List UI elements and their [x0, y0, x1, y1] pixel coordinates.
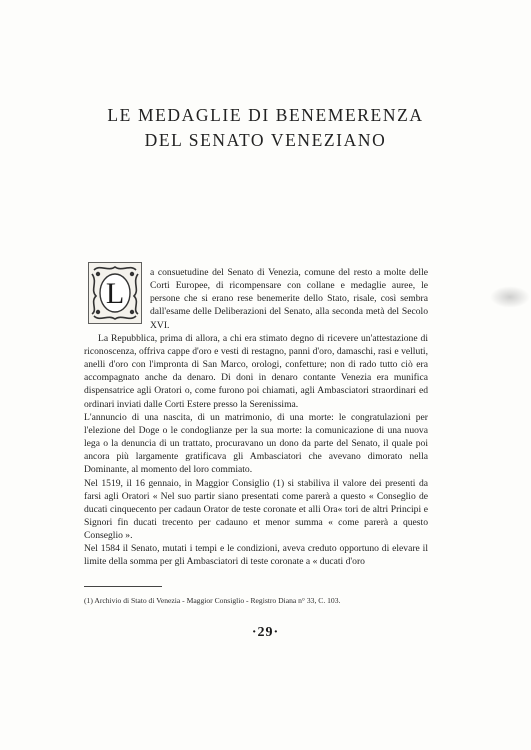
paragraph-5: Nel 1584 il Senato, mutati i tempi e le condizioni, aveva creduto opportuno di elevare il limite della somma per gli Ambasciatori di teste coronate a « ducati d'oro	[84, 543, 428, 568]
page-number: ·29·	[251, 625, 280, 640]
scan-smudge	[490, 286, 530, 308]
paragraph-1: a consuetudine del Senato di Venezia, comune del resto a molte delle Corti Europee, di ricompensare con collane e medaglie auree, le persone che si erano rese benemerite dello Stato, risale, così sembra dall'esame delle Deliberazioni del Senato, alla seconda metà del Secolo XVI.	[150, 267, 428, 331]
page-title-line-1: LE MEDAGLIE DI BENEMERENZA	[107, 105, 424, 125]
paragraph-4: Nel 1519, il 16 gennaio, in Maggior Consiglio (1) si stabiliva il valore dei presenti da farsi agli Oratori « Nel suo partir siano presentati come parerà a questo « Conseglio de ducati cinquecento per cadaun Orator de teste coronate et alli Ora« tori de altri Principi e Signori fin ducati trecento per cadauno et menor summa « come parerà a questo Conseglio ».	[84, 477, 428, 542]
paragraph-3: L'annuncio di una nascita, di un matrimonio, di una morte: le congratulazioni per l'elezione del Doge o le condoglianze per la sua morte: la comunicazione di una nuova lega o la denuncia di un trattato, procuravano un dono da parte del Senato, il quale poi ancora più largamente gratificava gli Ambasciatori che avevano dimorato nella Dominante, al momento del loro commiato.	[84, 411, 428, 476]
paragraph-2: La Repubblica, prima di allora, a chi era stimato degno di ricevere un'attestazione di riconoscenza, offriva cappe d'oro e vesti di restagno, panni d'oro, damaschi, rasi e velluti, anelli d'oro con l'impronta di San Marco, orologi, confetture; non di rado tutto ciò era accompagnato anche da denaro. Di doni in denaro contante Venezia era munifica dispensatrice agli Oratori o, come furono poi chiamati, agli Ambasciatori straordinari ed ordinari inviati dalle Corti Estere presso la Serenissima.	[84, 332, 428, 410]
footnote-rule	[84, 586, 162, 587]
page-title-line-2: DEL SENATO VENEZIANO	[144, 130, 387, 150]
dropcap-letter: L	[105, 277, 125, 310]
body-text	[84, 266, 428, 569]
footnote: (1) Archivio di Stato di Venezia - Maggior Consiglio - Registro Diana n° 33, C. 103.	[84, 596, 341, 605]
